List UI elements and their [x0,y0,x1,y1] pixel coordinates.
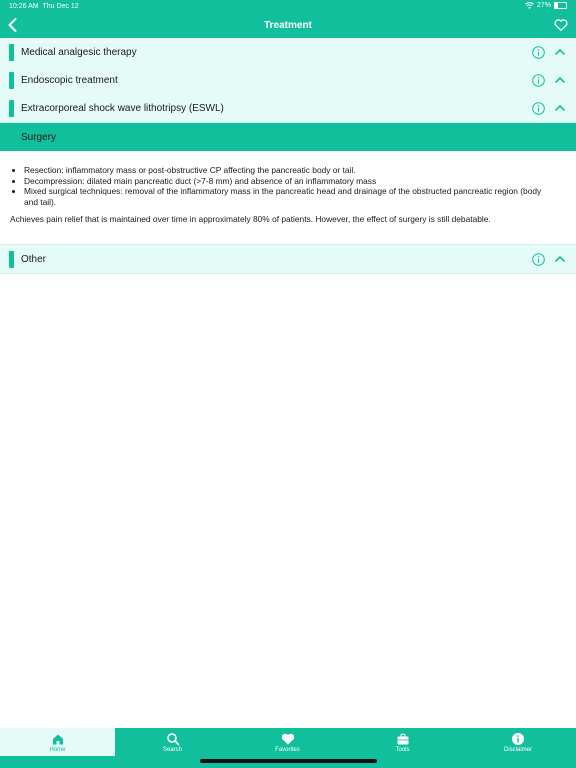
chevron-up-icon[interactable] [554,46,566,58]
status-clock: 10:26 AM [9,3,39,10]
list-item: • Resection: inflammatory mass or post-obstructive CP affecting the pancreatic body or tail. [24,165,550,176]
section-label: Other [21,253,47,265]
surgery-content [10,165,550,225]
info-icon[interactable] [532,102,545,115]
surgery-bullet-list [10,165,550,207]
section-label: Endoscopic treatment [21,74,118,86]
heart-icon [281,732,295,746]
tab-label: Home [49,747,66,753]
section-surgery-header[interactable] [0,123,576,151]
app-header [0,0,576,38]
info-icon[interactable] [532,46,545,59]
wifi-icon [525,2,534,9]
section-label: Medical analgesic therapy [21,46,137,58]
info-icon [511,732,525,746]
home-indicator [200,759,377,763]
section-endoscopic-treatment[interactable] [0,66,576,95]
heart-icon[interactable] [554,18,568,32]
status-date: Thu Dec 12 [42,3,79,10]
tab-label: Tools [395,747,410,753]
tab-label: Favorites [275,747,300,753]
home-icon [51,732,65,746]
battery-icon [554,2,567,9]
section-marker [9,251,14,268]
surgery-paragraph: Achieves pain relief that is maintained over time in approximately 80% of patients. However, the effect of surgery is still debatable. [10,214,491,225]
tab-search[interactable] [115,728,230,756]
briefcase-icon [396,732,410,746]
info-icon[interactable] [532,74,545,87]
tab-disclaimer[interactable] [460,728,576,756]
section-other[interactable] [0,244,576,274]
section-eswl[interactable] [0,94,576,123]
list-item: • Mixed surgical techniques: removal of the inflammatory mass in the pancreatic head and drainage of the obstructed pancreatic region (body and tail). [24,186,550,207]
info-icon[interactable] [532,253,545,266]
section-medical-analgesic-therapy[interactable] [0,38,576,67]
section-marker [9,44,14,61]
section-label: Extracorporeal shock wave lithotripsy (ESWL) [21,102,224,114]
tab-home[interactable] [0,728,115,756]
status-indicators [525,2,567,9]
section-marker [9,72,14,89]
section-marker [9,100,14,117]
section-label: Surgery [21,131,57,143]
tab-label: Search [162,747,182,753]
status-time [9,3,79,10]
page-title: Treatment [264,20,312,31]
list-item: • Decompression: dilated main pancreatic duct (>7-8 mm) and absence of an inflammatory mass [24,176,550,187]
chevron-up-icon[interactable] [554,102,566,114]
tab-label: Disclaimer [503,747,532,753]
tab-tools[interactable] [345,728,460,756]
battery-percent: 27% [536,2,551,9]
chevron-up-icon[interactable] [554,253,566,265]
chevron-up-icon[interactable] [554,74,566,86]
search-icon [166,732,180,746]
tab-favorites[interactable] [230,728,345,756]
